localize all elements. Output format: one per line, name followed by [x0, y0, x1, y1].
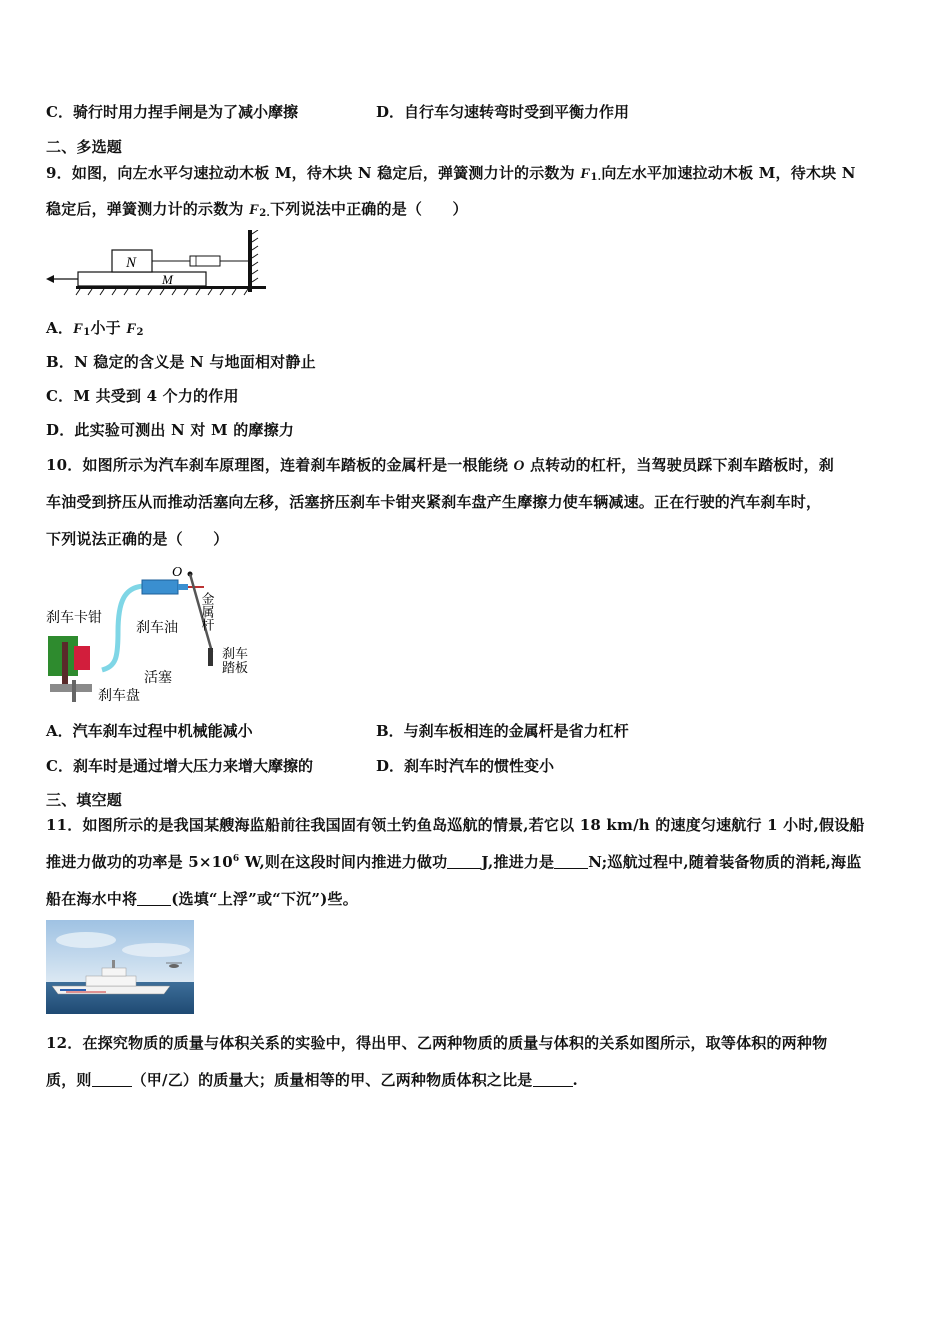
- label-pedal-1: 刹车: [222, 647, 249, 662]
- blank-larger-mass[interactable]: [92, 1072, 132, 1087]
- q9-spring-board-figure: [44, 230, 266, 296]
- q11-patrol-ship-photo: [46, 920, 194, 1014]
- q9-option-c: C．M 共受到 4 个力的作用: [46, 387, 239, 405]
- q10-option-d: D．刹车时汽车的惯性变小: [376, 757, 555, 775]
- blank-force[interactable]: [554, 854, 588, 869]
- label-o: O: [172, 565, 183, 580]
- section-fill-blank-title: 三、填空题: [46, 791, 123, 809]
- section-multiple-choice-title: 二、多选题: [46, 138, 123, 156]
- q8-option-d: D．自行车匀速转弯时受到平衡力作用: [376, 103, 630, 121]
- label-m: M: [162, 272, 173, 287]
- q9-option-a: A．$F_1$小于 $F_2$: [46, 319, 144, 338]
- board-m: [78, 272, 206, 286]
- brake-disc: [50, 684, 92, 692]
- q10-option-c: C．刹车时是通过增大压力来增大摩擦的: [46, 757, 313, 775]
- label-pedal-2: 踏板: [222, 661, 249, 676]
- piston: [74, 646, 90, 670]
- q12-stem-line1: 12．在探究物质的质量与体积关系的实验中，得出甲、乙两种物质的质量与体积的关系如图所示，取等体积的两种物: [46, 1034, 828, 1052]
- q10-stem-line2: 车油受到挤压从而推动活塞向左移，活塞挤压刹车卡钳夹紧刹车盘产生摩擦力使车辆减速。正在行驶的汽车刹车时，: [46, 493, 822, 511]
- q9-stem-line2: 稳定后，弹簧测力计的示数为 $F_{2.}$下列说法中正确的是（ ）: [46, 200, 468, 219]
- label-oil: 刹车油: [136, 620, 178, 636]
- label-n: N: [126, 255, 137, 271]
- blank-work[interactable]: [447, 854, 481, 869]
- label-rod: 金属杆: [198, 592, 214, 631]
- q10-brake-figure: [44, 562, 260, 708]
- label-piston: 活塞: [144, 670, 172, 686]
- q9-option-b: B．N 稳定的含义是 N 与地面相对静止: [46, 353, 316, 371]
- wall-hatch: [252, 230, 258, 282]
- q8-option-c: C．骑行时用力捏手闸是为了减小摩擦: [46, 103, 298, 121]
- q12-stem-line2: 质，则 （甲/乙）的质量大；质量相等的甲、乙两种物质体积之比是 .: [46, 1071, 578, 1089]
- q10-stem-line3: 下列说法正确的是（ ）: [46, 530, 229, 548]
- q11-stem-line1: 11．如图所示的是我国某艘海监船前往我国固有领土钓鱼岛巡航的情景,若它以 18 km/h 的速度匀速航行 1 小时,假设船: [46, 816, 865, 834]
- q9-stem-line1: 9．如图，向左水平匀速拉动木板 M，待木块 N 稳定后，弹簧测力计的示数为 $F_{1.}$向左水平加速拉动木板 M，待木块 N: [46, 164, 856, 183]
- q11-stem-line2: 推进力做功的功率是 $5\times 10^6$ W,则在这段时间内推进力做功 J,推进力是 N;巡航过程中,随着装备物质的消耗,海监: [46, 853, 862, 871]
- q10-option-a: A．汽车刹车过程中机械能减小: [46, 722, 253, 740]
- brake-pedal: [208, 648, 213, 666]
- blank-volume-ratio[interactable]: [533, 1072, 573, 1087]
- blank-float-sink[interactable]: [137, 891, 171, 906]
- label-caliper: 刹车卡钳: [46, 610, 102, 626]
- q10-option-b: B．与刹车板相连的金属杆是省力杠杆: [376, 722, 629, 740]
- spring-balance: [190, 256, 220, 266]
- q10-stem-line1: 10．如图所示为汽车刹车原理图，连着刹车踏板的金属杆是一根能绕 O 点转动的杠杆，当驾驶员踩下刹车踏板时，刹: [46, 456, 834, 474]
- ground-hatch: [76, 289, 248, 295]
- q11-stem-line3: 船在海水中将 (选填“上浮”或“下沉”)些。: [46, 890, 358, 908]
- q9-option-d: D．此实验可测出 N 对 M 的摩擦力: [46, 421, 295, 439]
- label-disc: 刹车盘: [98, 688, 140, 704]
- master-cylinder: [142, 580, 178, 594]
- wall: [248, 230, 252, 292]
